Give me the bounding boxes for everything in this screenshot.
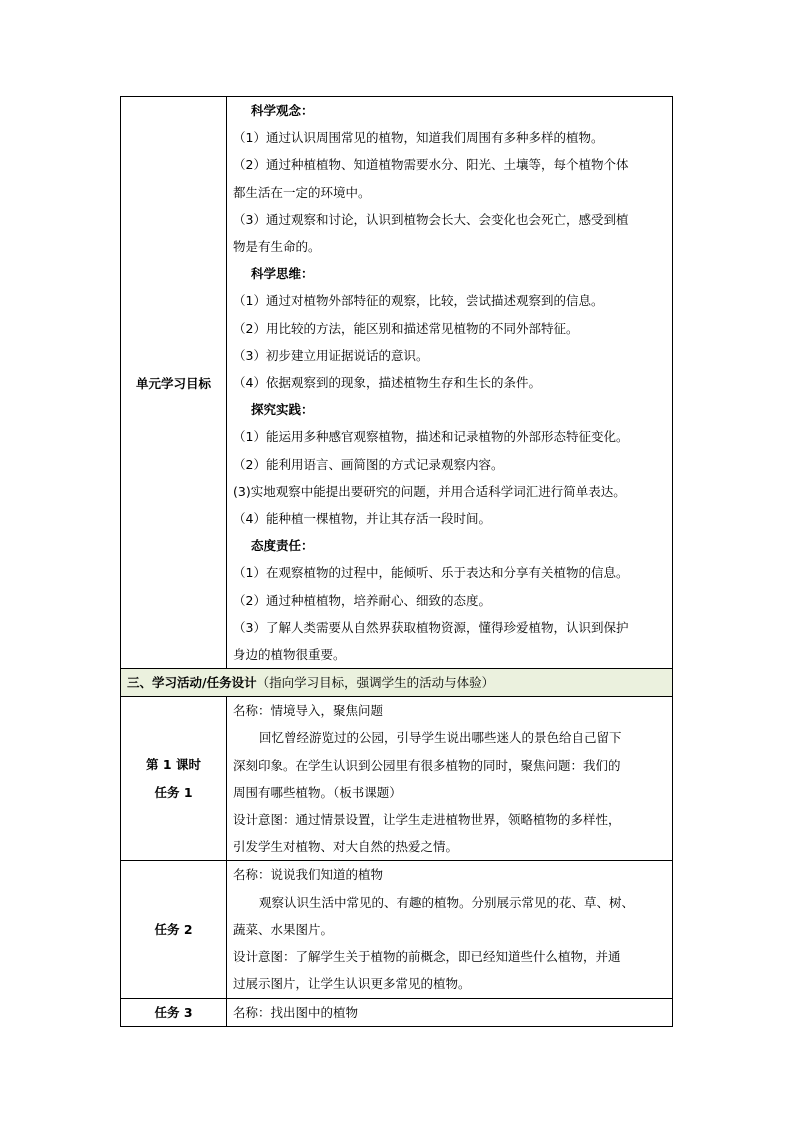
content-line: 周围有哪些植物。（板书课题） (233, 784, 402, 800)
task-content-cell (227, 697, 673, 861)
content-line: （1）在观察植物的过程中，能倾听、乐于表达和分享有关植物的信息。 (233, 565, 629, 581)
section-heading: 科学观念： (251, 103, 314, 118)
content-line: 引发学生对植物、对大自然的热爱之情。 (233, 839, 459, 855)
task-label-cell (121, 998, 227, 1026)
content-line: 深刻印象。在学生认识到公园里有很多植物的同时，聚焦问题：我们的 (233, 757, 621, 773)
content-line: （3）初步建立用证据说话的意识。 (233, 347, 429, 363)
content-line: （3）了解人类需要从自然界获取植物资源，懂得珍爱植物，认识到保护 (233, 619, 629, 635)
task-content-cell (227, 861, 673, 998)
goals-row (121, 97, 673, 669)
section-heading: 态度责任： (251, 538, 314, 554)
section-heading: 探究实践： (251, 402, 314, 418)
content-line: （4）能种植一棵植物，并让其存活一段时间。 (233, 511, 491, 527)
content-line: （2）通过种植植物、知道植物需要水分、阳光、土壤等，每个植物个体 (233, 157, 629, 173)
content-line: 设计意图：了解学生关于植物的前概念，即已经知道些什么植物，并通 (233, 949, 621, 965)
task-label-cell (121, 861, 227, 998)
task-label-line: 任务 2 (154, 921, 193, 937)
content-line: (3)实地观察中能提出要研究的问题，并用合适科学词汇进行简单表达。 (233, 483, 626, 499)
task-row (121, 697, 673, 861)
task-label-line: 第 1 课时 (146, 756, 201, 772)
section-heading: 科学思维： (251, 266, 314, 282)
goals-content-cell (227, 97, 673, 669)
content-line: 名称：找出图中的植物 (233, 1004, 359, 1020)
task-row (121, 861, 673, 998)
goals-label-cell (121, 97, 227, 669)
goals-label: 单元学习目标 (135, 375, 211, 391)
content-line: 观察认识生活中常见的、有趣的植物。分别展示常见的花、草、树、 (259, 894, 635, 910)
content-line: （4）依据观察到的现象，描述植物生存和生长的条件。 (233, 375, 541, 391)
content-line: （2）通过种植植物，培养耐心、细致的态度。 (233, 592, 491, 608)
section3-row (121, 669, 673, 697)
content-line: 设计意图：通过情景设置，让学生走进植物世界，领略植物的多样性， (233, 812, 621, 828)
content-line: （2）能利用语言、画简图的方式记录观察内容。 (233, 456, 504, 472)
content-line: （1）能运用多种感官观察植物，描述和记录植物的外部形态特征变化。 (233, 429, 629, 445)
content-line: （1）通过对植物外部特征的观察，比较，尝试描述观察到的信息。 (233, 293, 604, 309)
content-line: 身边的植物很重要。 (233, 647, 346, 663)
section3-note: （指向学习目标，强调学生的活动与体验） (256, 675, 495, 691)
content-line: （2）用比较的方法，能区别和描述常见植物的不同外部特征。 (233, 320, 579, 336)
content-line: （3）通过观察和讨论，认识到植物会长大、会变化也会死亡，感受到植 (233, 211, 629, 227)
content-line: （1）通过认识周围常见的植物，知道我们周围有多种多样的植物。 (233, 130, 604, 146)
task-label-cell (121, 697, 227, 861)
section3-title: 三、学习活动/任务设计 (127, 675, 257, 691)
content-line: 都生活在一定的环境中。 (233, 184, 371, 200)
section3-header (121, 669, 673, 697)
task-label-line: 任务 3 (154, 1004, 193, 1020)
content-line: 物是有生命的。 (233, 239, 321, 255)
lesson-plan-table (120, 96, 673, 1027)
content-line: 蔬菜、水果图片。 (233, 921, 334, 937)
content-line: 过展示图片，让学生认识更多常见的植物。 (233, 976, 471, 992)
task-content-cell (227, 998, 673, 1026)
task-label-line: 任务 1 (154, 784, 193, 800)
content-line: 名称：说说我们知道的植物 (233, 867, 384, 883)
task-row (121, 998, 673, 1026)
content-line: 名称：情境导入，聚焦问题 (233, 703, 384, 719)
content-line: 回忆曾经游览过的公园，引导学生说出哪些迷人的景色给自己留下 (259, 730, 622, 746)
